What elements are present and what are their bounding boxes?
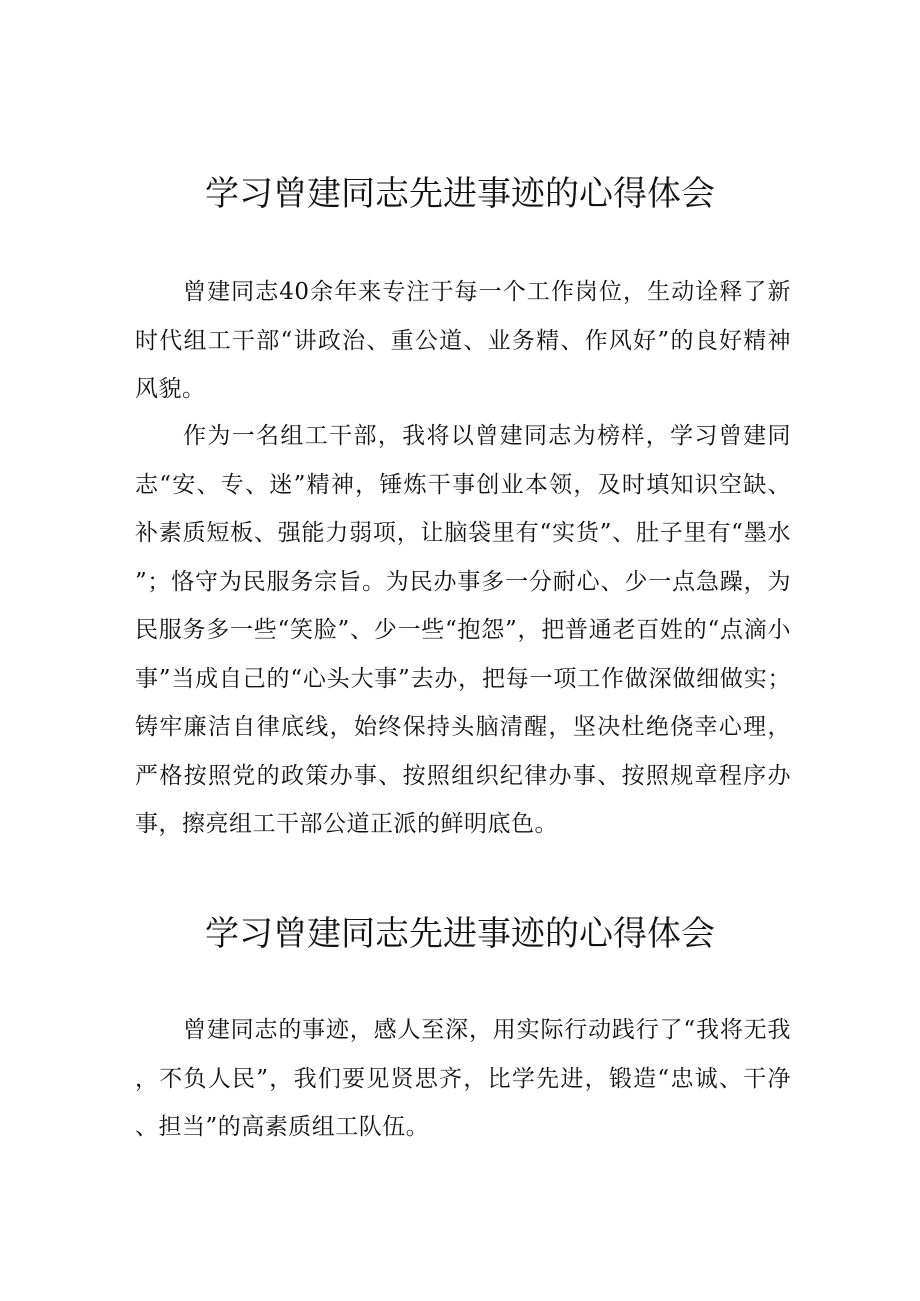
body-paragraph: 曾建同志40余年来专注于每一个工作岗位，生动诠释了新时代组工干部“讲政治、重公道、业务精、作风好”的良好精神风貌。 [135, 279, 791, 402]
body-paragraph: 作为一名组工干部，我将以曾建同志为榜样，学习曾建同志“安、专、迷”精神，锤炼干事创业本领，及时填知识空缺、补素质短板、强能力弱项，让脑袋里有“实货”、肚子里有“墨水”；恪守为民服务宗旨。为民办事多一分耐心、少一点急躁，为民服务多一些“笑脸”、少一些“抱怨”，把普通老百姓的“点滴小事”当成自己的“心头大事”去办，把每一项工作做深做细做实；铸牢廉洁自律底线，始终保持头脑清醒，坚决杜绝侥幸心理，严格按照党的政策办事、按照组织纪律办事、按照规章程序办事，擦亮组工干部公道正派的鲜明底色。 [135, 423, 791, 837]
section-title: 学习曾建同志先进事迹的心得体会 [205, 914, 715, 954]
section-title: 学习曾建同志先进事迹的心得体会 [205, 174, 715, 214]
body-paragraph: 曾建同志的事迹，感人至深，用实际行动践行了“我将无我，不负人民”，我们要见贤思齐，比学先进，锻造“忠诚、干净、担当”的高素质组工队伍。 [135, 1017, 791, 1140]
